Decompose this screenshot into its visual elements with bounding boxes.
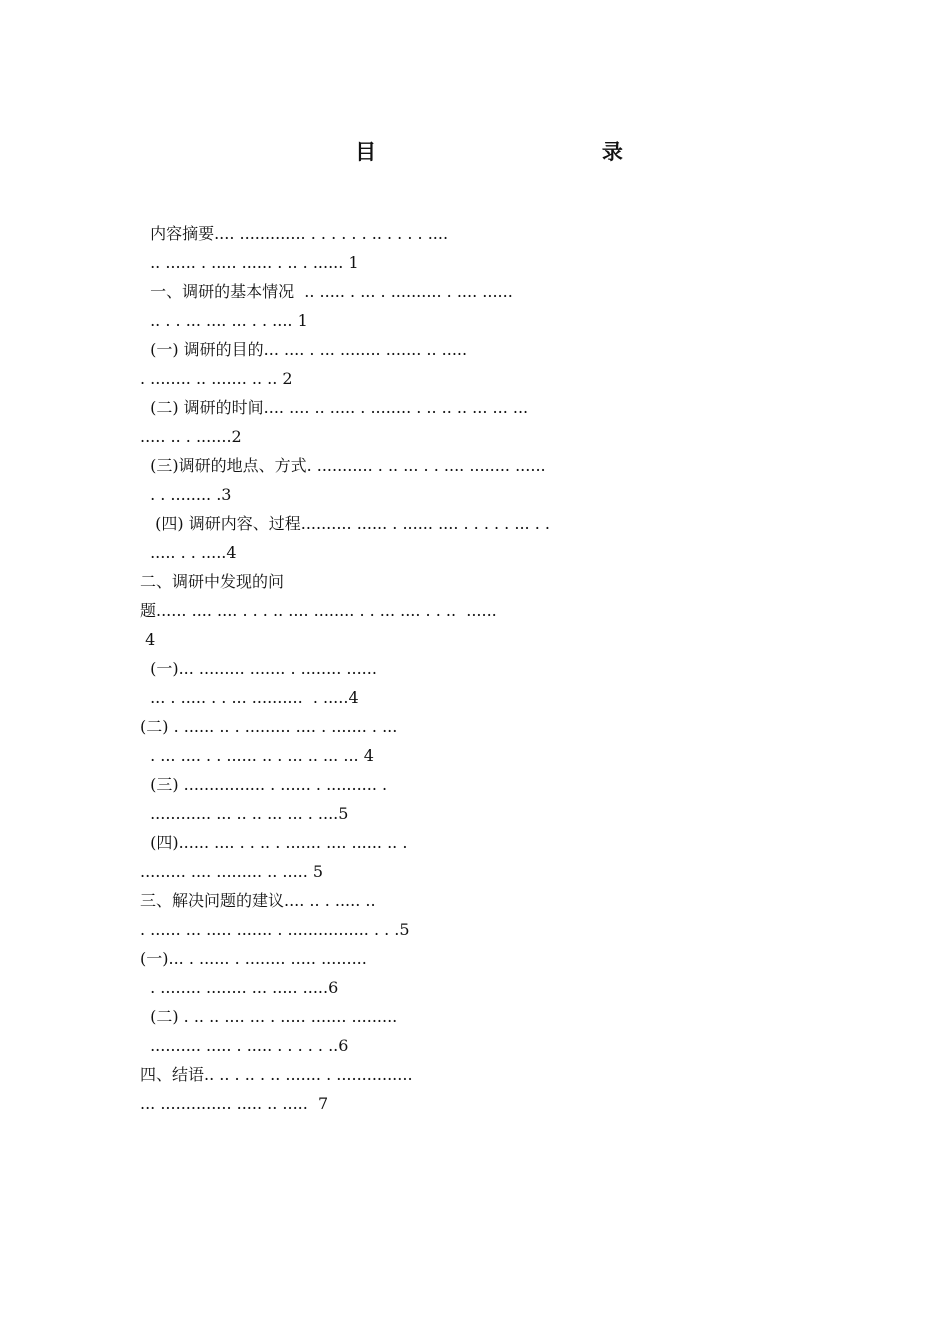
toc-entry-line: .. ...... . ..... ...... . .. . ...... 1 <box>145 253 359 272</box>
toc-entry-line: . . ........ .3 <box>145 485 232 504</box>
toc-entry-line: 题...... .... .... . . . .. .... ........ . . ... .... . . .. ...... <box>140 601 497 620</box>
toc-entry-line: (三) ................ . ...... . .......... . <box>145 775 388 794</box>
toc-entry-line: . ........ .. ....... .. .. 2 <box>140 369 293 388</box>
toc-entry-line: 三、解决问题的建议.... .. . ..... .. <box>140 891 376 910</box>
toc-entry-line: (三)调研的地点、方式. ........... . .. ... . . .... ........ ...... <box>145 456 546 475</box>
toc-entry-line: 4 <box>140 630 156 649</box>
toc-entry-line: 二、调研中发现的问 <box>140 572 285 591</box>
toc-entry-line: . ...... ... ..... ....... . ................ . . .5 <box>140 920 410 939</box>
toc-entry-line: (四) 调研内容、过程.......... ...... . ...... .... . . . . . ... . . <box>145 514 550 533</box>
toc-entry-line: . ........ ........ ... ..... .....6 <box>145 978 339 997</box>
toc-entry-line: 一、调研的基本情况 .. ..... . ... . .......... . .... ...... <box>145 282 513 301</box>
toc-entry-line: (一) 调研的目的... .... . ... ........ ....... .. ..... <box>145 340 468 359</box>
toc-entry-line: 内容摘要.... ............. . . . . . . .. . . . . .... <box>145 224 449 243</box>
toc-entry-line: (四)...... .... . . .. . ....... .... ...... .. . <box>145 833 408 852</box>
toc-entry-line: 四、结语.. .. . .. . .. ....... . ............... <box>140 1065 413 1084</box>
toc-entry-line: ..... . . .....4 <box>145 543 237 562</box>
toc-entry-line: ......... .... ......... .. ..... 5 <box>140 862 324 881</box>
toc-entry-line: (一)... . ...... . ........ ..... ......... <box>140 949 367 968</box>
toc-entry-line: ... .............. ..... .. ..... 7 <box>140 1094 329 1113</box>
toc-entry-line: (二) . .. .. .... ... . ..... ....... ......... <box>145 1007 398 1026</box>
toc-title: 目 录 <box>355 139 625 164</box>
toc-entry-line: (二) 调研的时间.... .... .. ..... . ........ . .. .. .. ... ... ... <box>145 398 529 417</box>
toc-entry-line: ............ ... .. .. ... ... . ....5 <box>145 804 349 823</box>
toc-entry-line: (二) . ...... .. . ......... .... . ....... . ... <box>140 717 398 736</box>
toc-entry-line: ... . ..... . . ... .......... . .....4 <box>145 688 359 707</box>
toc-entry-line: (一)... ......... ....... . ........ ...... <box>145 659 377 678</box>
toc-entry-line: .. . . ... .... ... . . .... 1 <box>145 311 308 330</box>
toc-entry-line: . ... .... . . ...... .. . ... .. ... ... 4 <box>145 746 374 765</box>
toc-entry-line: .......... ..... . ..... . . . . . ..6 <box>145 1036 349 1055</box>
toc-entry-line: ..... .. . .......2 <box>140 427 242 446</box>
